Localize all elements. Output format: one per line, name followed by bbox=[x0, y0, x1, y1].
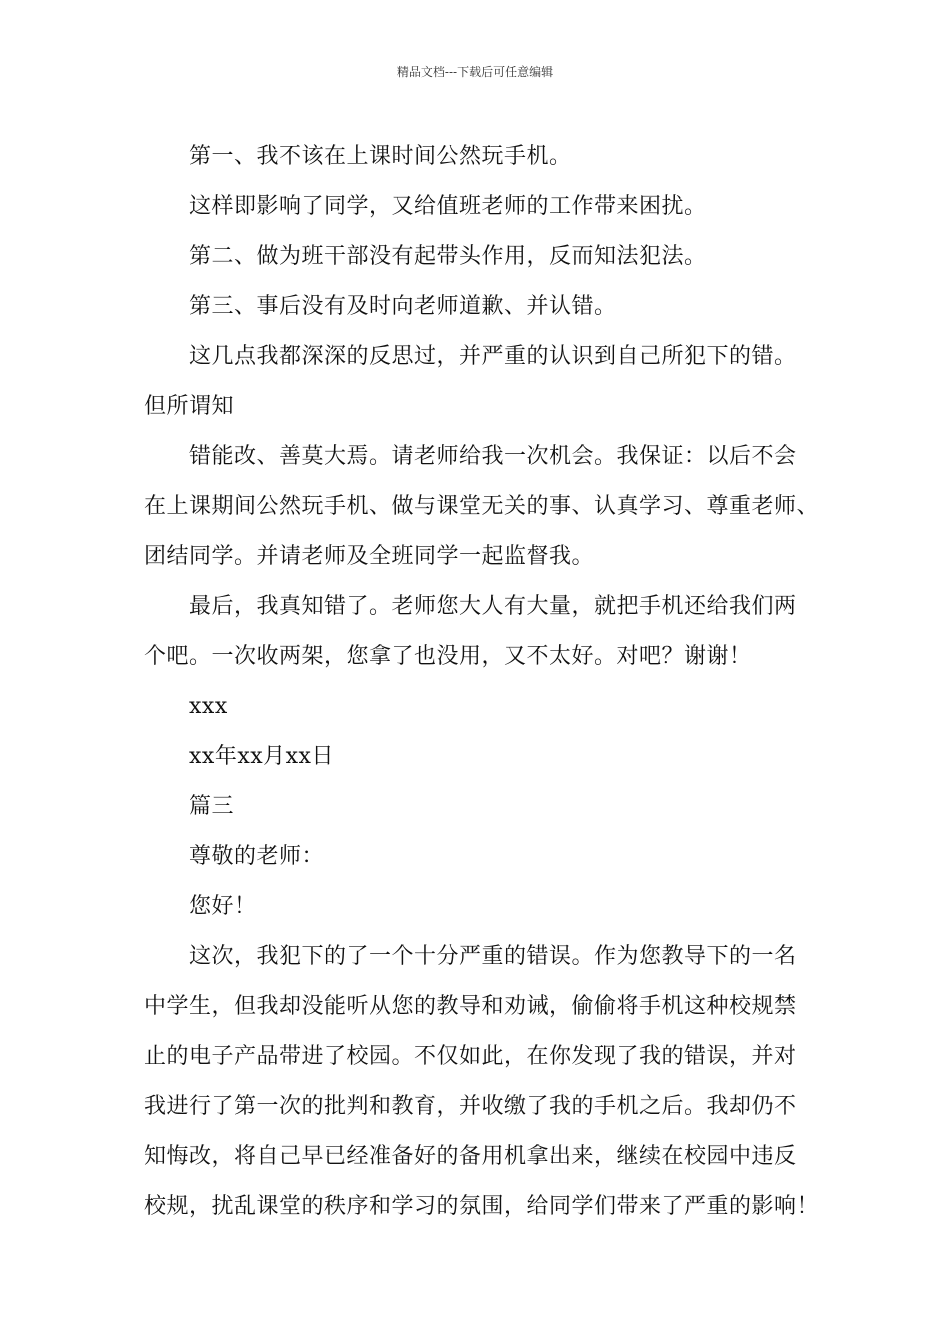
paragraph-line: 知悔改，将自己早已经准备好的备用机拿出来，继续在校园中违反 bbox=[144, 1144, 797, 1169]
paragraph-line: 在上课期间公然玩手机、做与课堂无关的事、认真学习、尊重老师、 bbox=[144, 494, 820, 519]
paragraph-line: 第三、事后没有及时向老师道歉、并认错。 bbox=[189, 294, 617, 319]
paragraph-line: 这次，我犯下的了一个十分严重的错误。作为您教导下的一名 bbox=[189, 944, 797, 969]
paragraph-line: 止的电子产品带进了校园。不仅如此，在你发现了我的错误，并对 bbox=[144, 1044, 797, 1069]
paragraph-line: 个吧。一次收两架，您拿了也没用，又不太好。对吧？谢谢！ bbox=[144, 644, 752, 669]
paragraph-line: 最后，我真知错了。老师您大人有大量，就把手机还给我们两 bbox=[189, 594, 797, 619]
paragraph-line: 第二、做为班干部没有起带头作用，反而知法犯法。 bbox=[189, 244, 707, 269]
paragraph-line: 我进行了第一次的批判和教育，并收缴了我的手机之后。我却仍不 bbox=[144, 1094, 797, 1119]
document-body bbox=[144, 132, 834, 1232]
paragraph-line: 这样即影响了同学，又给值班老师的工作带来困扰。 bbox=[189, 194, 707, 219]
paragraph-line: 校规，扰乱课堂的秩序和学习的氛围，给同学们带来了严重的影响！ bbox=[144, 1194, 820, 1219]
paragraph-line: 尊敬的老师： bbox=[189, 844, 325, 869]
paragraph-line: 您好！ bbox=[189, 894, 257, 919]
paragraph-line: xxx bbox=[189, 694, 228, 719]
paragraph-line: 团结同学。并请老师及全班同学一起监督我。 bbox=[144, 544, 595, 569]
paragraph-line: 错能改、善莫大焉。请老师给我一次机会。我保证：以后不会 bbox=[189, 444, 797, 469]
paragraph-line: xx年xx月xx日 bbox=[189, 744, 334, 769]
paragraph-line: 但所谓知 bbox=[144, 394, 235, 419]
paragraph-line: 中学生，但我却没能听从您的教导和劝诫，偷偷将手机这种校规禁 bbox=[144, 994, 797, 1019]
page-header: 精品文档---下载后可任意编辑 bbox=[396, 65, 554, 79]
paragraph-line: 这几点我都深深的反思过，并严重的认识到自己所犯下的错。 bbox=[189, 344, 797, 369]
paragraph-line: 篇三 bbox=[189, 794, 235, 819]
paragraph-line: 第一、我不该在上课时间公然玩手机。 bbox=[189, 144, 572, 169]
